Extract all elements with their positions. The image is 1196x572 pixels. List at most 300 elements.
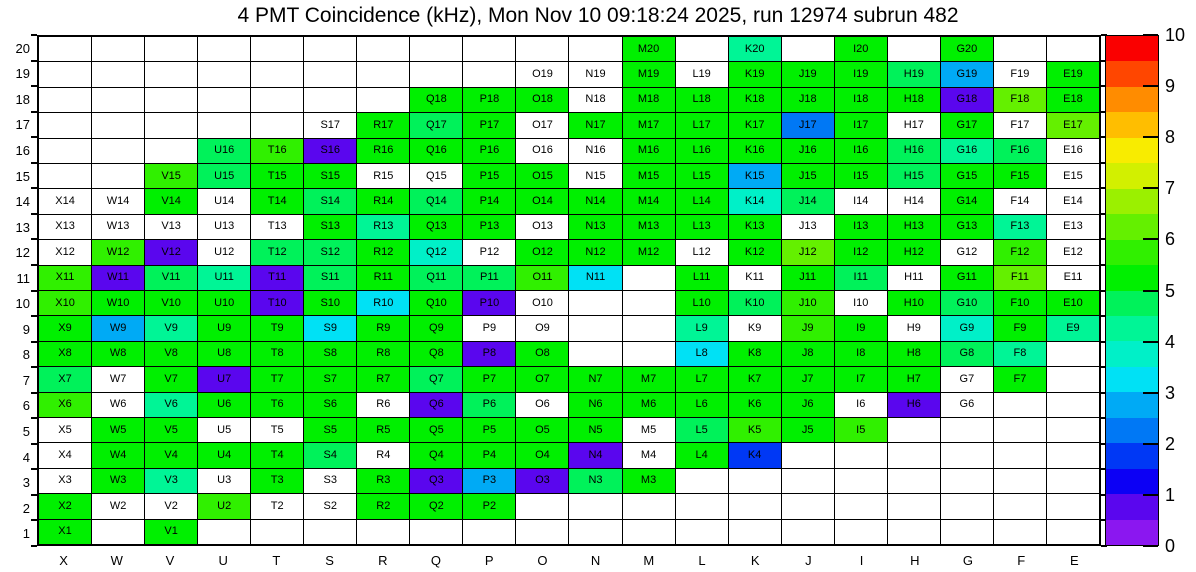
heatmap-cell [357,443,409,467]
x-axis-label: K [750,553,760,568]
cell-label: L16 [692,144,711,157]
cell-label: J10 [798,296,817,309]
heatmap-cell [39,291,91,315]
cell-label: T16 [267,144,287,157]
heatmap-cell [676,443,728,467]
heatmap-cell [676,393,728,417]
heatmap-cell [516,113,568,137]
heatmap-cell [888,189,940,213]
cell-label: Q13 [425,220,447,233]
cell-label: W5 [109,423,127,436]
heatmap-cell [145,443,197,467]
heatmap-cell [39,189,91,213]
heatmap-cell [729,113,781,137]
cell-label: H17 [903,118,924,131]
heatmap-cell [782,418,834,442]
heatmap-cell-empty [729,494,781,518]
y-axis-label: 14 [15,194,30,210]
heatmap-cell [994,215,1046,239]
heatmap-cell-empty [888,520,940,544]
cell-label: N11 [585,271,606,284]
heatmap-cell [569,266,621,290]
heatmap-cell [145,215,197,239]
cell-label: M20 [637,42,660,55]
heatmap-cell [410,189,462,213]
heatmap-cell-empty [729,469,781,493]
heatmap-cell [569,62,621,86]
x-axis-label: T [272,553,281,568]
cell-label: U8 [217,347,232,360]
cell-label: G8 [959,347,975,360]
colorbar-tick [1143,341,1158,343]
heatmap-cell [410,215,462,239]
cell-label: R12 [373,245,394,258]
heatmap-cell [782,164,834,188]
cell-label: L11 [692,271,711,284]
heatmap-cell-empty [410,520,462,544]
heatmap-cell [304,494,356,518]
heatmap-cell-empty [92,164,144,188]
heatmap-cell [729,164,781,188]
heatmap-cell [357,266,409,290]
cell-label: G10 [956,296,978,309]
left-edge-tick [31,111,37,113]
heatmap-cell [516,189,568,213]
heatmap-cell-empty [251,62,303,86]
cell-label: I16 [853,144,869,157]
heatmap-cell-empty [835,494,887,518]
left-edge-tick [31,238,37,240]
cell-label: E19 [1063,68,1083,81]
y-axis-label: 10 [15,296,30,312]
heatmap-cell [92,266,144,290]
cell-label: O8 [535,347,550,360]
heatmap-cell-empty [92,139,144,163]
heatmap-cell [1047,215,1099,239]
cell-label: R6 [376,398,391,411]
heatmap-cell-empty [994,520,1046,544]
cell-label: L18 [692,93,711,106]
cell-label: S12 [320,245,341,258]
cell-label: F9 [1013,322,1027,335]
heatmap-cell [251,266,303,290]
left-edge-tick [31,366,37,368]
cell-label: R9 [376,322,391,335]
cell-label: P16 [479,144,500,157]
cell-label: W6 [109,398,127,411]
cell-label: H18 [903,93,924,106]
cell-label: P11 [480,271,499,284]
cell-label: U15 [214,169,235,182]
cell-label: L15 [692,169,711,182]
colorbar-tick [1143,85,1158,87]
cell-label: S9 [323,322,337,335]
heatmap-cell [782,240,834,264]
heatmap-cell [569,88,621,112]
heatmap-cell [410,316,462,340]
heatmap-cell-empty [676,520,728,544]
cell-label: I5 [856,423,866,436]
heatmap-cell-empty [941,469,993,493]
heatmap-cell [569,367,621,391]
cell-label: O13 [532,220,553,233]
colorbar-band [1106,240,1158,265]
left-edge-tick [31,417,37,419]
colorbar-tick [1143,545,1158,547]
heatmap-cell [782,189,834,213]
cell-label: U16 [214,144,235,157]
heatmap-cell [835,113,887,137]
heatmap-cell [888,88,940,112]
heatmap-cell [676,113,728,137]
cell-label: I20 [853,42,869,55]
heatmap-cell [623,88,675,112]
cell-label: T13 [267,220,287,233]
heatmap-cell [251,494,303,518]
cell-label: P17 [479,118,500,131]
heatmap-cell [941,189,993,213]
heatmap-cell [304,189,356,213]
heatmap-cell [729,316,781,340]
cell-label: I17 [853,118,869,131]
heatmap-cell [835,342,887,366]
heatmap-cell-empty [463,37,515,61]
cell-label: P15 [479,169,500,182]
heatmap-cell [835,189,887,213]
cell-label: N12 [585,245,606,258]
heatmap-cell [410,240,462,264]
cell-label: L8 [695,347,708,360]
heatmap-cell [623,215,675,239]
heatmap-cell-empty [569,291,621,315]
cell-label: F13 [1010,220,1030,233]
heatmap-cell [676,316,728,340]
heatmap-cell [941,113,993,137]
heatmap-cell [304,342,356,366]
heatmap-cell [304,215,356,239]
heatmap-cell [516,393,568,417]
y-axis-label: 15 [15,168,30,184]
cell-label: U3 [217,474,232,487]
heatmap-cell-empty [357,520,409,544]
colorbar-band [1106,163,1158,188]
cell-label: K6 [747,398,762,411]
heatmap-grid [37,35,1101,546]
heatmap-cell-empty [92,520,144,544]
heatmap-cell [304,316,356,340]
heatmap-cell [39,240,91,264]
cell-label: S4 [323,449,337,462]
heatmap-cell [994,240,1046,264]
heatmap-cell-empty [251,520,303,544]
cell-label: J18 [798,93,817,106]
cell-label: T3 [270,474,284,487]
heatmap-cell [198,418,250,442]
cell-label: N7 [588,372,603,385]
heatmap-cell [198,215,250,239]
cell-label: I11 [853,271,868,284]
heatmap-cell [251,469,303,493]
cell-label: Q4 [429,449,444,462]
heatmap-cell [569,215,621,239]
x-axis-label: S [325,553,334,568]
cell-label: I14 [853,195,869,208]
heatmap-cell [1047,113,1099,137]
heatmap-cell [729,37,781,61]
heatmap-cell-empty [941,520,993,544]
cell-label: H14 [903,195,924,208]
left-edge-tick [31,468,37,470]
cell-label: F16 [1010,144,1030,157]
heatmap-cell [516,215,568,239]
heatmap-cell-empty [941,418,993,442]
cell-label: H19 [903,68,924,81]
colorbar-tick-label: 6 [1165,229,1176,250]
heatmap-cell [92,240,144,264]
heatmap-cell [835,88,887,112]
heatmap-cell [304,240,356,264]
heatmap-cell [729,367,781,391]
cell-label: O19 [532,68,553,81]
heatmap-cell [357,215,409,239]
cell-label: R10 [373,296,394,309]
heatmap-cell-empty [1047,393,1099,417]
heatmap-cell [357,164,409,188]
heatmap-cell [251,443,303,467]
heatmap-cell-empty [835,520,887,544]
cell-label: P9 [482,322,497,335]
cell-label: P8 [482,347,497,360]
left-edge-tick [31,34,37,36]
heatmap-cell-empty [1047,520,1099,544]
cell-label: R13 [373,220,394,233]
cell-label: U14 [214,195,235,208]
cell-label: Q8 [429,347,444,360]
cell-label: K11 [745,271,765,284]
heatmap-cell-empty [145,88,197,112]
cell-label: K7 [747,372,762,385]
heatmap-cell [994,266,1046,290]
heatmap-cell [198,367,250,391]
heatmap-cell [729,139,781,163]
heatmap-cell [92,215,144,239]
cell-label: G11 [956,271,977,284]
heatmap-cell-empty [92,113,144,137]
heatmap-cell [941,37,993,61]
cell-label: P18 [479,93,500,106]
cell-label: U7 [217,372,232,385]
heatmap-cell [145,469,197,493]
cell-label: I9 [856,322,866,335]
left-edge-tick [31,392,37,394]
heatmap-cell [835,418,887,442]
heatmap-cell [888,164,940,188]
heatmap-cell [92,469,144,493]
cell-label: F11 [1010,271,1029,284]
heatmap-cell-empty [782,520,834,544]
heatmap-cell [729,418,781,442]
heatmap-cell [941,266,993,290]
heatmap-cell [888,342,940,366]
heatmap-cell [39,342,91,366]
cell-label: S16 [320,144,341,157]
heatmap-cell [251,367,303,391]
heatmap-cell [782,113,834,137]
heatmap-cell [676,164,728,188]
heatmap-cell [516,291,568,315]
cell-label: F7 [1013,372,1027,385]
cell-label: G20 [956,42,978,55]
cell-label: T6 [270,398,284,411]
heatmap-cell [941,240,993,264]
heatmap-cell-empty [994,418,1046,442]
heatmap-cell [994,342,1046,366]
left-edge-tick [31,264,37,266]
heatmap-cell [357,367,409,391]
heatmap-cell [1047,164,1099,188]
y-axis-label: 7 [22,372,30,388]
cell-label: V11 [161,271,181,284]
heatmap-cell-empty [623,291,675,315]
cell-label: M16 [637,144,660,157]
colorbar-band [1106,367,1158,392]
heatmap-cell [994,113,1046,137]
heatmap-cell-empty [888,443,940,467]
colorbar-tick [1143,34,1158,36]
cell-label: R2 [376,499,391,512]
cell-label: Q10 [425,296,447,309]
heatmap-cell-empty [92,62,144,86]
heatmap-cell-empty [198,88,250,112]
x-axis-label: Q [430,553,442,568]
heatmap-cell [729,291,781,315]
heatmap-cell-empty [516,37,568,61]
cell-label: O9 [535,322,550,335]
heatmap-cell [39,266,91,290]
cell-label: K4 [747,449,762,462]
cell-label: F8 [1013,347,1027,360]
x-axis-label: E [1070,553,1079,568]
heatmap-cell [994,164,1046,188]
heatmap-cell [835,240,887,264]
left-edge-tick [31,162,37,164]
heatmap-cell [569,164,621,188]
heatmap-cell [1047,88,1099,112]
cell-label: Q17 [425,118,447,131]
heatmap-cell [251,342,303,366]
cell-label: X1 [58,525,72,538]
cell-label: J15 [798,169,817,182]
cell-label: N16 [585,144,606,157]
cell-label: Q16 [425,144,447,157]
heatmap-cell-empty [39,139,91,163]
cell-label: O10 [532,296,553,309]
cell-label: G13 [956,220,978,233]
heatmap-cell [410,164,462,188]
heatmap-cell [145,240,197,264]
heatmap-cell [994,88,1046,112]
cell-label: F18 [1010,93,1030,106]
cell-label: K10 [744,296,765,309]
y-axis-label: 18 [15,91,30,107]
cell-label: R4 [376,449,391,462]
cell-label: R7 [376,372,391,385]
y-axis-label: 6 [22,398,30,414]
heatmap-cell [835,164,887,188]
cell-label: O7 [535,372,550,385]
heatmap-cell [941,342,993,366]
cell-label: T10 [267,296,287,309]
cell-label: P14 [479,195,500,208]
cell-label: Q15 [425,169,447,182]
heatmap-cell [623,469,675,493]
cell-label: K12 [744,245,765,258]
heatmap-cell [304,266,356,290]
cell-label: J9 [801,322,814,335]
cell-label: W8 [109,347,127,360]
cell-label: R15 [373,169,394,182]
cell-label: G14 [956,195,978,208]
heatmap-cell [92,367,144,391]
cell-label: G19 [956,68,978,81]
heatmap-cell [941,393,993,417]
heatmap-cell [251,291,303,315]
heatmap-cell [304,291,356,315]
heatmap-cell [516,164,568,188]
cell-label: O5 [535,423,550,436]
heatmap-cell [463,88,515,112]
heatmap-cell [782,266,834,290]
heatmap-cell-empty [782,37,834,61]
heatmap-cell [39,520,91,544]
heatmap-cell [463,342,515,366]
cell-label: O17 [532,118,553,131]
heatmap-cell [357,393,409,417]
cell-label: V10 [161,296,181,309]
x-axis-label: R [378,553,388,568]
cell-label: Q2 [429,499,444,512]
cell-label: S7 [323,372,337,385]
colorbar-band [1106,291,1158,316]
cell-label: V7 [164,372,178,385]
cell-label: W2 [109,499,127,512]
left-edge-tick [31,187,37,189]
heatmap-cell [676,215,728,239]
heatmap-cell [463,443,515,467]
heatmap-cell [304,418,356,442]
heatmap-cell [835,367,887,391]
colorbar-band [1106,112,1158,137]
heatmap-cell-empty [569,520,621,544]
cell-label: U5 [217,423,232,436]
cell-label: S14 [320,195,341,208]
cell-label: X5 [58,423,72,436]
y-axis-label: 19 [15,66,30,82]
heatmap-cell-empty [304,62,356,86]
cell-label: K14 [744,195,765,208]
cell-label: L12 [692,245,711,258]
heatmap-cell [463,215,515,239]
heatmap-cell [39,443,91,467]
heatmap-cell [941,164,993,188]
heatmap-cell-empty [623,342,675,366]
heatmap-cell [92,342,144,366]
y-axis-label: 9 [22,321,30,337]
heatmap-cell-empty [994,37,1046,61]
colorbar-band [1106,520,1158,545]
colorbar-tick [1143,290,1158,292]
heatmap-cell-empty [410,37,462,61]
